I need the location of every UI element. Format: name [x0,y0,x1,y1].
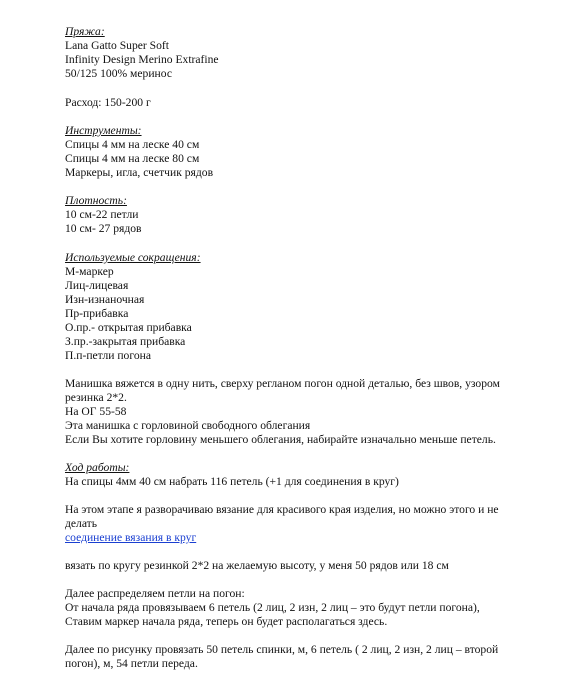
yarn-line: 50/125 100% меринос [65,67,172,80]
abbreviation-item: П.п-петли погона [65,349,151,362]
workflow-line: вязать по кругу резинкой 2*2 на желаемую высоту, у меня 50 рядов или 18 см [65,559,449,572]
description-line: На ОГ 55-58 [65,405,127,418]
tools-heading: Инструменты: [65,124,142,137]
abbreviation-item: О.пр.- открытая прибавка [65,321,192,334]
workflow-line: погон), м, 54 петли переда. [65,657,198,670]
yarn-heading: Пряжа: [65,25,105,38]
abbreviation-item: Изн-изнаночная [65,293,145,306]
density-heading: Плотность: [65,194,127,207]
tools-line: Спицы 4 мм на леске 80 см [65,152,200,165]
abbreviation-item: З.пр.-закрытая прибавка [65,335,186,348]
yarn-line: Infinity Design Merino Extrafine [65,53,219,66]
abbreviation-item: Пр-прибавка [65,307,129,320]
description-line: резинка 2*2. [65,391,127,404]
description-line: Манишка вяжется в одну нить, сверху регланом погон одной деталью, без швов, узором [65,377,500,390]
workflow-line: Далее по рисунку провязать 50 петель спинки, м, 6 петель ( 2 лиц, 2 изн, 2 лиц – второй [65,643,499,656]
density-line: 10 см- 27 рядов [65,222,142,235]
workflow-line: От начала ряда провязываем 6 петель (2 лиц, 2 изн, 2 лиц – это будут петли погона), [65,601,480,614]
workflow-line: На спицы 4мм 40 см набрать 116 петель (+1 для соединения в круг) [65,475,399,488]
abbreviation-item: Лиц-лицевая [65,279,129,292]
join-in-round-link[interactable]: соединение вязания в круг [65,531,197,544]
workflow-line: делать [65,517,98,530]
tools-line: Маркеры, игла, счетчик рядов [65,166,214,179]
tools-line: Спицы 4 мм на леске 40 см [65,138,200,151]
abbreviation-item: М-маркер [65,265,114,278]
workflow-heading: Ход работы: [65,461,130,474]
description-line: Эта манишка с горловиной свободного облегания [65,419,311,432]
workflow-line: Ставим маркер начала ряда, теперь он будет располагаться здесь. [65,615,388,628]
consumption-text: Расход: 150-200 г [65,96,151,109]
workflow-line: На этом этапе я разворачиваю вязание для красивого края изделия, но можно этого и не [65,503,499,516]
density-line: 10 см-22 петли [65,208,139,221]
abbreviations-heading: Используемые сокращения: [65,251,201,264]
yarn-line: Lana Gatto Super Soft [65,39,169,52]
workflow-line: Далее распределяем петли на погон: [65,587,245,600]
description-line: Если Вы хотите горловину меньшего облегания, набирайте изначально меньше петель. [65,433,496,446]
